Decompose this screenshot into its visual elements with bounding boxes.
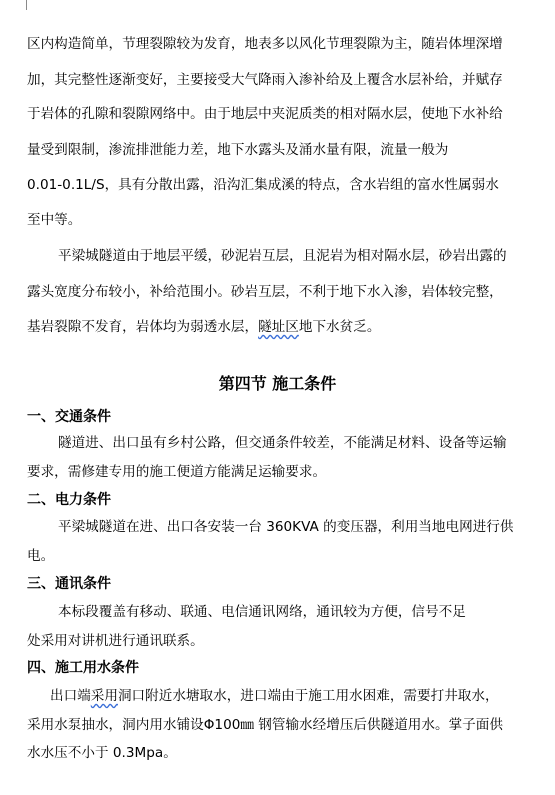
communication-line-2: 处采用对讲机进行通讯联系。 [27, 633, 204, 649]
water-line-1-after: 洞口附近水塘取水，进口端由于施工用水困难，需要打井取水， [117, 688, 499, 704]
traffic-line-2: 要求，需修建专用的施工便道方能满足运输要求。 [27, 464, 327, 480]
para1-line-2: 加，其完整性逐渐变好，主要接受大气降雨入渗补给及上覆含水层补给，并赋存 [27, 72, 503, 88]
page-corner-mark [26, 0, 27, 10]
water-line-1 [50, 686, 499, 706]
water-line-1-before: 出口端 [50, 688, 91, 704]
para1-line-6: 至中等。 [27, 212, 82, 228]
water-line-3: 水水压不小于 0.3Mpa。 [27, 745, 177, 761]
para2-line-3 [27, 317, 380, 337]
subheading-water: 四、施工用水条件 [27, 660, 139, 676]
para1-line-1: 区内构造简单，节理裂隙较为发育，地表多以风化节理裂隙为主，随岩体埋深增 [27, 36, 503, 52]
traffic-line-1: 隧道进、出口虽有乡村公路，但交通条件较差，不能满足材料、设备等运输 [58, 435, 507, 451]
subheading-traffic: 一、交通条件 [27, 409, 111, 425]
water-line-2: 采用水泵抽水，洞内用水铺设Φ100㎜ 钢管输水经增压后供隧道用水。掌子面供 [27, 717, 503, 733]
spellcheck-underline: 隧址区 [258, 319, 299, 335]
para2-line-3-after: 地下水贫乏。 [298, 319, 381, 335]
subheading-communication: 三、通讯条件 [27, 576, 111, 592]
para2-line-2: 露头宽度分布较小，补给范围小。砂岩互层，不利于地下水入渗，岩体较完整， [27, 284, 503, 300]
para1-line-4: 量受到限制，渗流排泄能力差，地下水露头及涌水量有限，流量一般为 [27, 142, 449, 158]
para1-line-3: 于岩体的孔隙和裂隙网络中。由于地层中夹泥质类的相对隔水层，使地下水补给 [27, 106, 503, 122]
para2-line-3-before: 基岩裂隙不发育，岩体均为弱透水层， [27, 319, 259, 335]
subheading-power: 二、电力条件 [27, 492, 111, 508]
spellcheck-underline: 采用 [90, 688, 118, 704]
para2-line-1: 平梁城隧道由于地层平缓，砂泥岩互层，且泥岩为相对隔水层，砂岩出露的 [58, 248, 507, 264]
power-line-2: 电。 [27, 548, 55, 564]
section-title: 第四节 施工条件 [218, 374, 337, 393]
communication-line-1: 本标段覆盖有移动、联通、电信通讯网络，通讯较为方便，信号不足 [58, 604, 466, 620]
power-line-1: 平梁城隧道在进、出口各安装一台 360KVA 的变压器，利用当地电网进行供 [58, 519, 514, 535]
para1-line-5: 0.01-0.1L/S，具有分散出露，沿沟汇集成溪的特点，含水岩组的富水性属弱水 [27, 177, 499, 193]
